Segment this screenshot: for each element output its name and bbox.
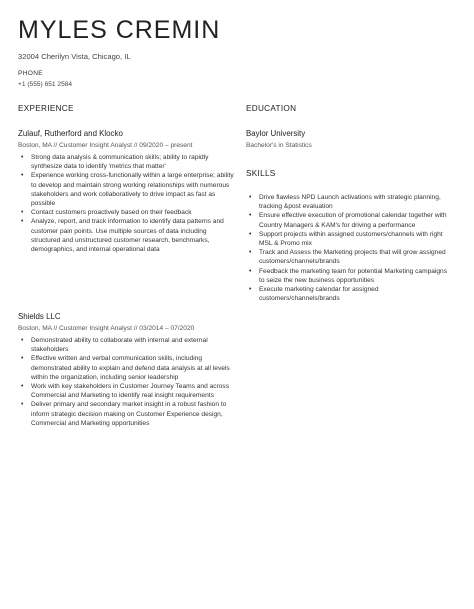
job-entry [18, 129, 234, 254]
skills-heading: SKILLS [246, 169, 276, 178]
phone-value: +1 (555) 651 2584 [18, 81, 73, 88]
list-item: • Feedback the marketing team for potential Marketing campaigns to seize the new business opportunities [246, 267, 452, 285]
candidate-address: 32004 Cherilyn Vista, Chicago, IL [18, 52, 131, 61]
list-item: • Work with key stakeholders in Customer Journey Teams and across Commercial and Marketing to identify real insight requirements [18, 382, 234, 400]
job-meta: Boston, MA // Customer Insight Analyst // 03/2014 – 07/2020 [18, 325, 195, 332]
list-item: • Strong data analysis & communication skills; ability to rapidly synthesize data to identify 'metrics that matter' [18, 153, 234, 171]
education-entry [246, 129, 456, 149]
education-school: Baylor University [246, 129, 306, 138]
education-heading: EDUCATION [246, 104, 297, 113]
list-item: • Support projects within assigned customers/channels with right MSL & Promo mix [246, 230, 452, 248]
list-item: • Track and Assess the Marketing projects that will grow assigned customers/channels/brands [246, 248, 452, 266]
job-meta: Boston, MA // Customer Insight Analyst // 09/2020 – present [18, 142, 193, 149]
job-bullets [18, 336, 234, 428]
job-entry [18, 312, 234, 428]
list-item: • Contact customers proactively based on their feedback [18, 208, 234, 217]
list-item: • Demonstrated ability to collaborate with internal and external stakeholders [18, 336, 234, 354]
list-item: • Drive flawless NPD Launch activations with strategic planning, tracking &post evaluation [246, 193, 452, 211]
list-item: • Deliver primary and secondary market insight in a robust fashion to inform strategic decision making on Customer Experience design, Commercial and Marketing opportunities [18, 400, 234, 428]
experience-heading: EXPERIENCE [18, 104, 74, 113]
education-degree: Bachelor's in Statistics [246, 142, 312, 149]
skills-list [246, 193, 452, 303]
phone-label: PHONE [18, 70, 43, 77]
candidate-name: MYLES CREMIN [18, 16, 221, 44]
list-item: • Analyze, report, and track information to identify data patterns and customer pain points. Use multiple sources of data including structured and unstructured customer research, benchmarks, demographics, and internal operational data [18, 217, 234, 254]
job-company: Zulauf, Rutherford and Klocko [18, 129, 123, 138]
list-item: • Effective written and verbal communication skills, including demonstrated ability to explain and defend data analysis at all levels within the organization, including senior leadership [18, 354, 234, 382]
job-company: Shields LLC [18, 312, 61, 321]
list-item: • Ensure effective execution of promotional calendar together with Country Managers & KAM's for driving a performance [246, 211, 452, 229]
list-item: • Experience working cross-functionally within a large enterprise; ability to develop and maintain strong working relationships with numerous stakeholders and work collaboratively to drive impact as fast as possible [18, 171, 234, 208]
list-item: • Execute marketing calendar for assigned customers/channels/brands [246, 285, 452, 303]
job-bullets [18, 153, 234, 254]
